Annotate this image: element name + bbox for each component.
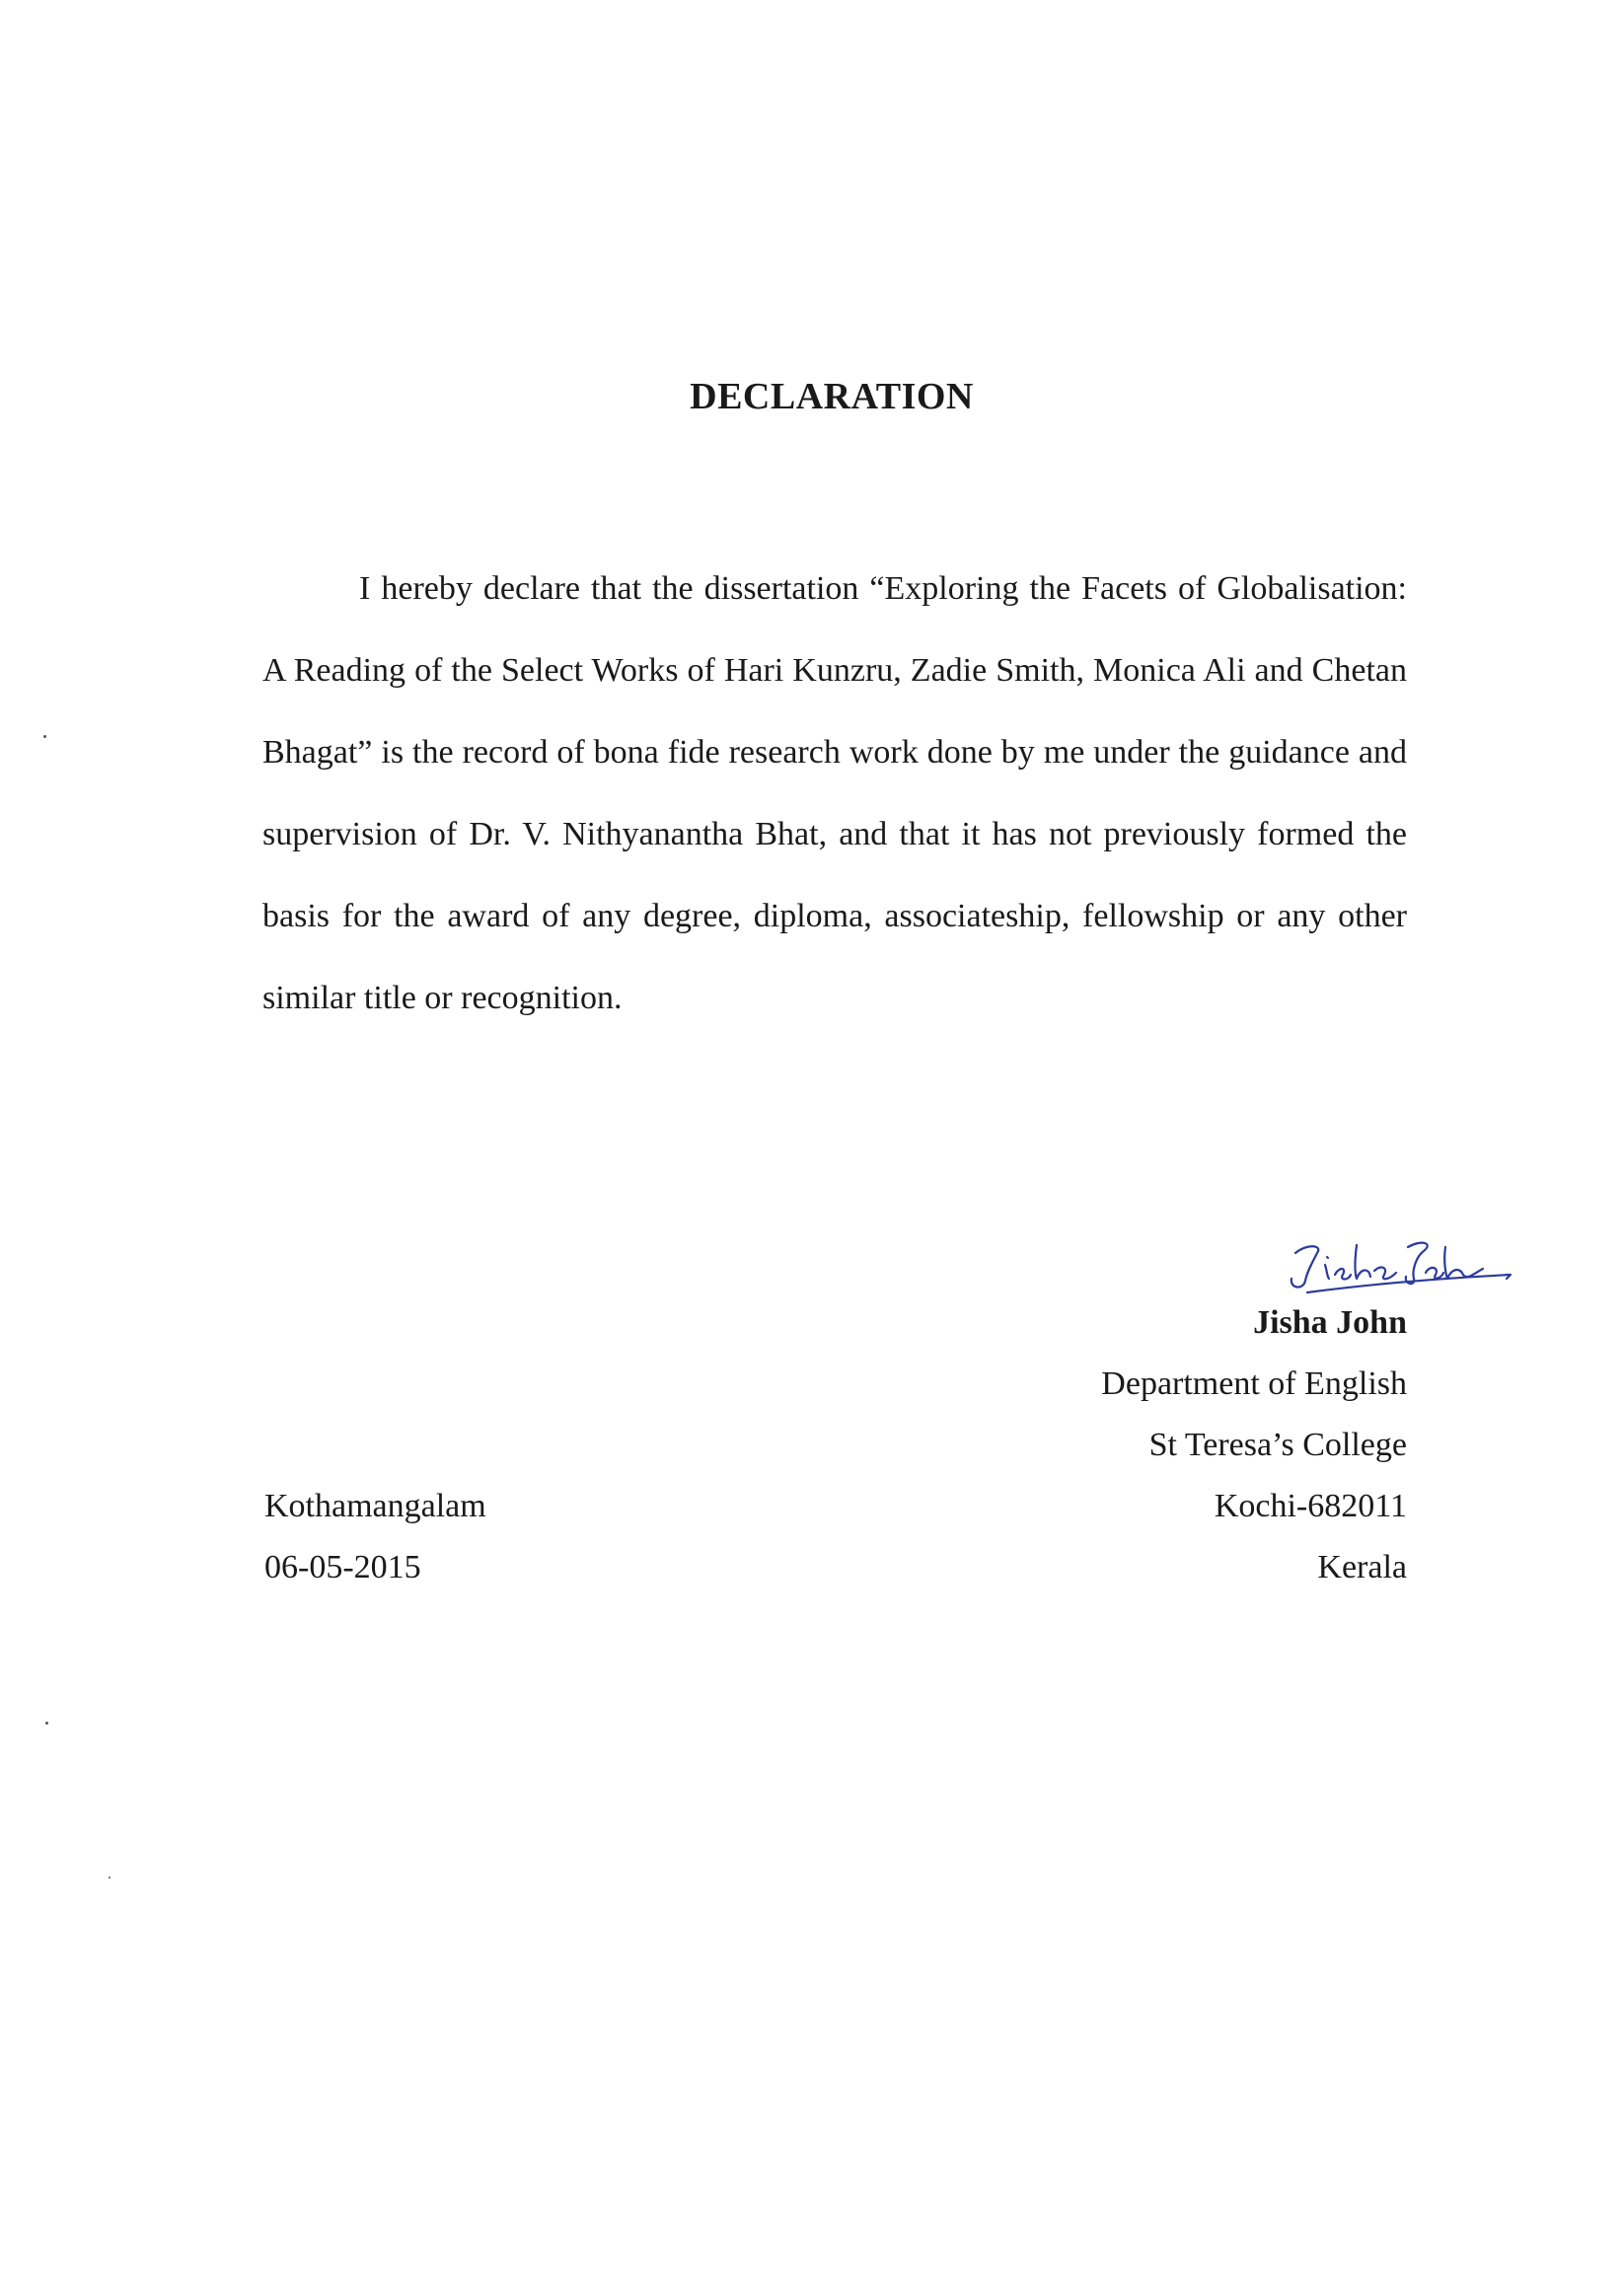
signatory-state: Kerala (1317, 1549, 1407, 1585)
page-title: DECLARATION (690, 376, 974, 417)
signatory-city: Kochi-682011 (1214, 1488, 1407, 1524)
date-text: 06-05-2015 (264, 1549, 421, 1585)
scan-speck (43, 735, 46, 738)
place-text: Kothamangalam (264, 1488, 486, 1524)
signatory-college: St Teresa’s College (1148, 1427, 1407, 1463)
place-date-block (264, 1476, 486, 1598)
scan-speck (109, 1877, 111, 1879)
signatory-name: Jisha John (1253, 1304, 1407, 1341)
signatory-department: Department of English (1101, 1365, 1407, 1402)
declaration-body: I hereby declare that the dissertation “Exploring the Facets of Globalisation: A Reading of the Select Works of Hari Kunzru, Zadie Smith, Monica Ali and Chetan Bhagat” is the record of bona fide research work done by me under the guidance and supervision of Dr. V. Nithyanantha Bhat, and that it has not previously formed the basis for the award of any degree, diploma, associateship, fellowship or any other similar title or recognition. (262, 570, 1407, 1016)
scan-speck (45, 1722, 48, 1725)
handwritten-signature-icon (1278, 1231, 1514, 1300)
signatory-block (1101, 1292, 1407, 1598)
